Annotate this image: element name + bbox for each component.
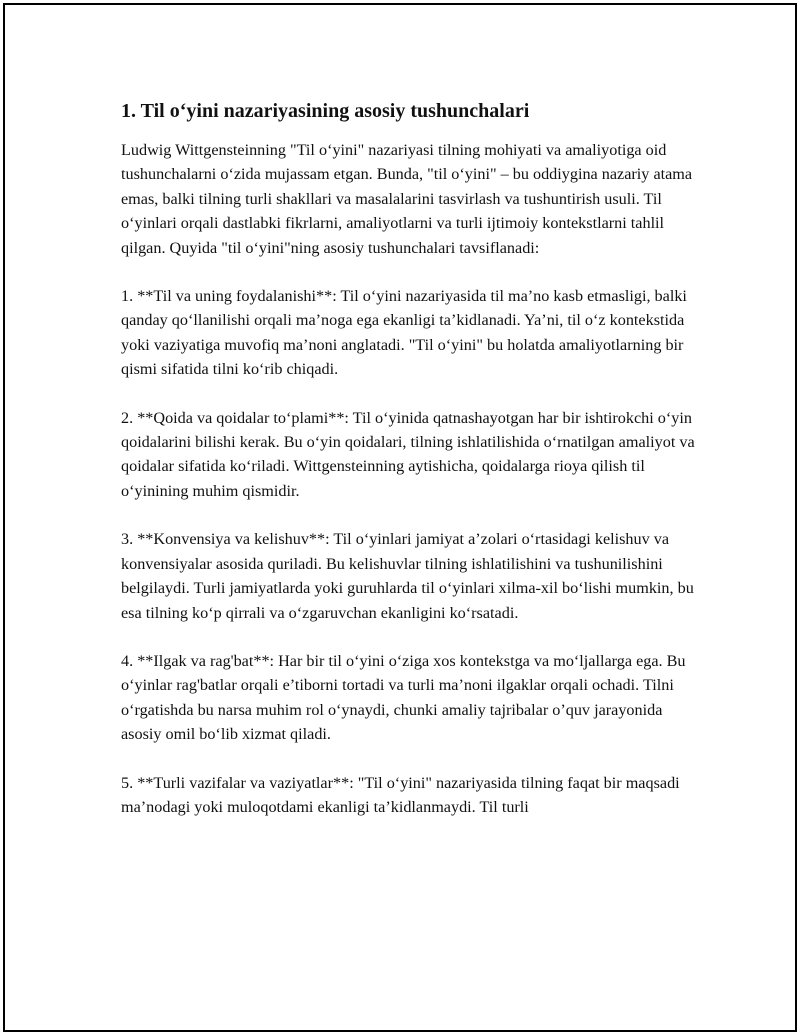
point-5-paragraph: 5. **Turli vazifalar va vaziyatlar**: "Til o‘yini" nazariyasida tilning faqat bir maqsadi ma’nodagi yoki muloqotdami ekanligi ta’kidlanmaydi. Til turli	[121, 773, 680, 816]
point-3-paragraph: 3. **Konvensiya va kelishuv**: Til o‘yinlari jamiyat a’zolari o‘rtasidagi kelishuv va konvensiyalar asosida quriladi. Bu kelishuvlar tilning ishlatilishini va tushunilishini belgilaydi. Turli jamiyatlarda yoki guruhlarda til o‘yinlari xilma-xil bo‘lishi mumkin, bu esa tilning ko‘p qirrali va o‘zgaruvchan ekanligini ko‘rsatadi.	[121, 530, 694, 622]
document-page	[3, 3, 797, 1032]
point-1-paragraph: 1. **Til va uning foydalanishi**: Til o‘yini nazariyasida til ma’no kasb etmasligi, balki qanday qo‘llanilishi orqali ma’noga ega ekanligi ta’kidlanadi. Ya’ni, til o‘z kontekstida yoki vaziyatiga muvofiq ma’noni anglatadi. "Til o‘yini" bu holatda amaliyotlarning bir qismi sifatida tilni ko‘rib chiqadi.	[121, 287, 687, 379]
point-4-paragraph: 4. **Ilgak va rag'bat**: Har bir til o‘yini o‘ziga xos kontekstga va mo‘ljallarga ega. Bu o‘yinlar rag'batlar orqali e’tiborni tortadi va turli ma’noni ilgaklar orqali ochadi. Tilni o‘rgatishda bu narsa muhim rol o‘ynaydi, chunki amaliy tajribalar o’quv jarayonida asosiy omil bo‘lib xizmat qiladi.	[121, 651, 686, 744]
section-heading: 1. Til o‘yini nazariyasining asosiy tushunchalari	[121, 100, 530, 122]
intro-paragraph: Ludwig Wittgensteinning "Til o‘yini" nazariyasi tilning mohiyati va amaliyotiga oid tushunchalarni o‘zida mujassam etgan. Bunda, "til o‘yini" – bu oddiygina nazariy atama emas, balki tilning turli shakllari va masalalarini tasvirlash va tushuntirish usuli. Til o‘yinlari orqali dastlabki fikrlarni, amaliyotlarni va turli ijtimoiy kontekstlarni tahlil qilgan. Quyida "til o‘yini"ning asosiy tushunchalari tavsiflanadi:	[121, 141, 693, 257]
document-body	[121, 97, 696, 843]
point-2-paragraph: 2. **Qoida va qoidalar to‘plami**: Til o‘yinida qatnashayotgan har bir ishtirokchi o‘yin qoidalarini bilishi kerak. Bu o‘yin qoidalari, tilning ishlatilishida o‘rnatilgan amaliyot va qoidalar sifatida ko‘riladi. Wittgensteinning aytishicha, qoidalarga rioya qilish til o‘yinining muhim qismidir.	[121, 408, 695, 500]
